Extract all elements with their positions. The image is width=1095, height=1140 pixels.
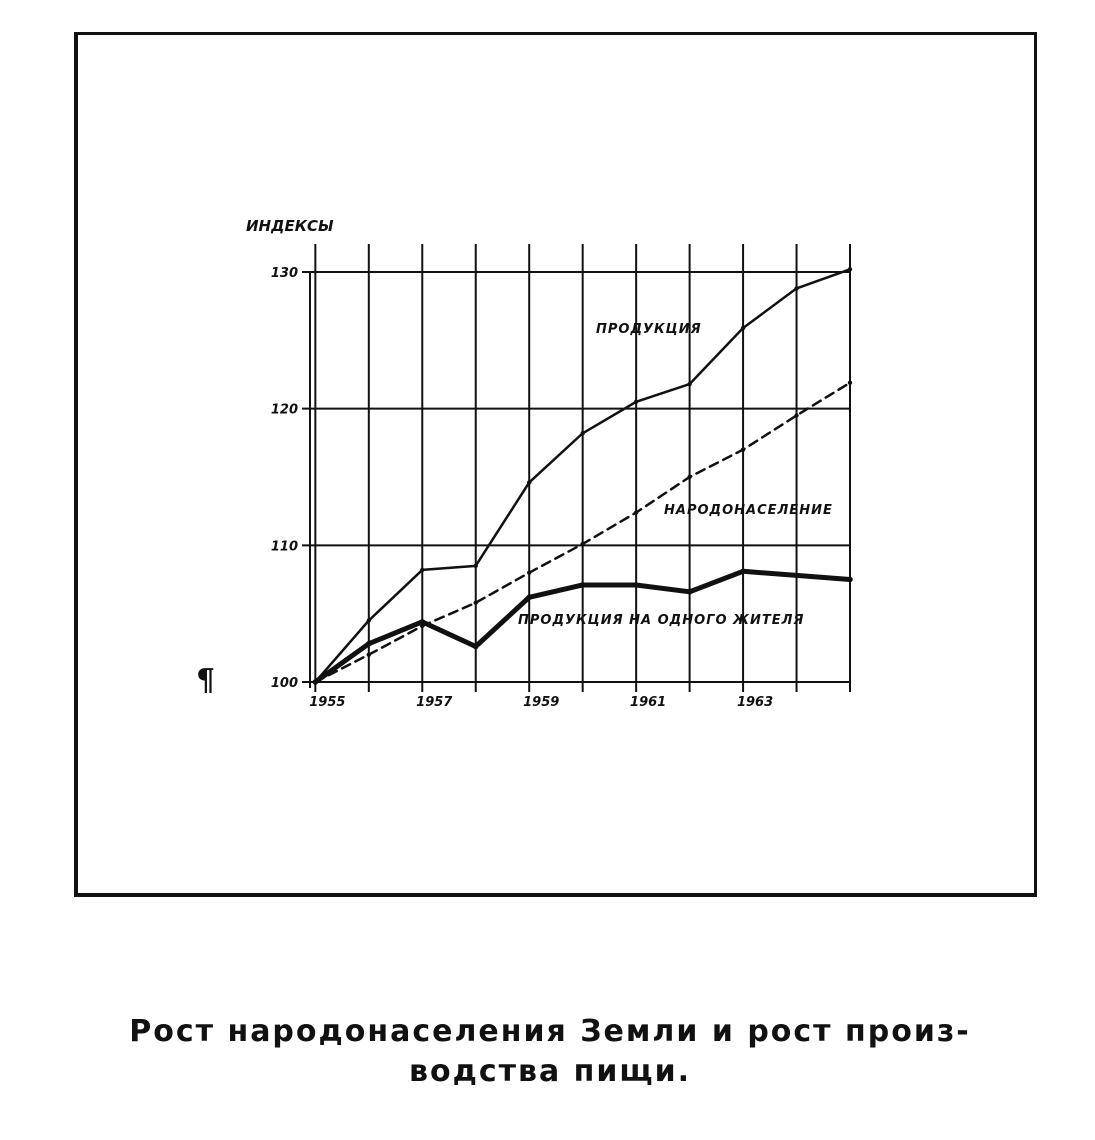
- series-point-production-1962: [687, 382, 691, 386]
- series-point-per-capita-1960: [580, 582, 586, 588]
- y-tick-label-120: 120: [270, 402, 298, 418]
- series-point-production-1956: [367, 618, 371, 622]
- series-point-population-1963: [741, 447, 745, 451]
- series-point-production-1964: [794, 286, 798, 290]
- series-point-population-1965: [848, 381, 852, 385]
- series-point-per-capita-1963: [740, 569, 746, 575]
- series-point-per-capita-1961: [633, 582, 639, 588]
- series-point-population-1958: [474, 601, 478, 605]
- series-point-per-capita-1955: [313, 679, 319, 685]
- series-point-per-capita-1959: [526, 594, 532, 600]
- y-tick-label-110: 110: [270, 539, 298, 555]
- series-point-per-capita-1956: [366, 641, 372, 647]
- series-label-production: ПРОДУКЦИЯ: [596, 322, 702, 337]
- series-point-per-capita-1962: [687, 589, 693, 595]
- series-point-population-1956: [367, 652, 371, 656]
- series-label-population: НАРОДОНАСЕЛЕНИЕ: [664, 503, 833, 518]
- series-point-population-1964: [794, 413, 798, 417]
- series-point-per-capita-1958: [473, 644, 479, 650]
- caption-line-1: Рост народонаселения Земли и рост произ-: [129, 1014, 971, 1049]
- x-tick-label-1957: 1957: [416, 695, 453, 710]
- series-point-production-1965: [848, 267, 852, 271]
- x-tick-label-1961: 1961: [630, 695, 667, 710]
- series-point-production-1960: [580, 431, 584, 435]
- series-point-per-capita-1965: [847, 577, 853, 583]
- series-point-population-1959: [527, 570, 531, 574]
- series-point-per-capita-1964: [794, 573, 800, 579]
- figure-caption: [60, 1012, 1040, 1092]
- y-axis-ticks: [271, 266, 298, 691]
- y-axis-title: ИНДЕКСЫ: [246, 217, 334, 235]
- series-point-per-capita-1957: [419, 619, 425, 625]
- series-point-production-1957: [420, 568, 424, 572]
- series-point-population-1961: [634, 510, 638, 514]
- paragraph-marker: ¶: [196, 663, 216, 698]
- y-tick-label-100: 100: [270, 676, 298, 691]
- series-point-population-1962: [687, 475, 691, 479]
- x-axis-ticks: [309, 695, 773, 710]
- x-tick-label-1955: 1955: [309, 695, 346, 710]
- series-point-production-1963: [741, 326, 745, 330]
- series-point-production-1959: [527, 480, 531, 484]
- series-point-production-1958: [474, 564, 478, 568]
- y-tick-label-130: 130: [270, 266, 298, 281]
- series-label-per-capita: ПРОДУКЦИЯ НА ОДНОГО ЖИТЕЛЯ: [518, 613, 805, 628]
- x-tick-label-1959: 1959: [523, 695, 560, 710]
- series-point-population-1960: [580, 542, 584, 546]
- caption-line-2: водства пищи.: [409, 1054, 691, 1089]
- x-tick-label-1963: 1963: [736, 695, 774, 710]
- series-point-production-1961: [634, 400, 638, 404]
